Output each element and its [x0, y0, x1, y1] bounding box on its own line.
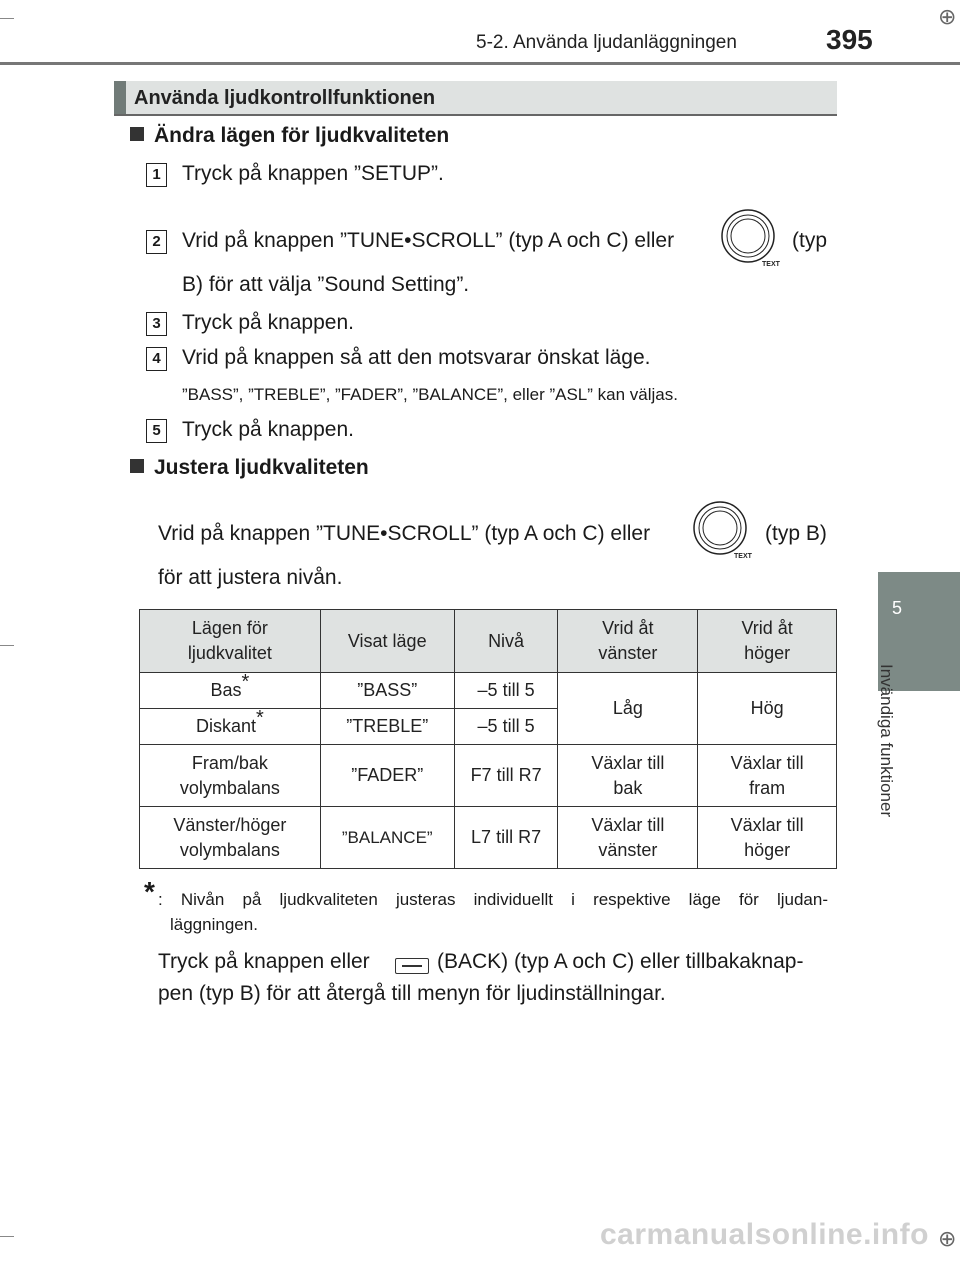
table-row	[140, 673, 837, 709]
paragraph: för att justera nivån.	[158, 566, 343, 589]
section-title: Använda ljudkontrollfunktionen	[134, 87, 436, 109]
table-cell: L7 till R7	[454, 807, 558, 869]
table-cell: –5 till 5	[454, 709, 558, 745]
back-button-icon	[395, 958, 429, 974]
paragraph: (BACK) (typ A och C) eller tillbakaknap-	[437, 950, 804, 973]
column-header: Lägen för ljudkvalitet	[140, 610, 321, 673]
table-cell: Låg	[558, 673, 698, 745]
paragraph: (typ B)	[765, 522, 827, 545]
table-cell: ”BASS”	[320, 673, 454, 709]
step-number: 2	[146, 230, 167, 254]
step-number: 1	[146, 163, 167, 187]
step-note: ”BASS”, ”TREBLE”, ”FADER”, ”BALANCE”, eller ”ASL” kan väljas.	[182, 385, 678, 404]
table-cell: ”BALANCE”	[320, 807, 454, 869]
table-cell: Växlar till bak	[558, 745, 698, 807]
table-cell: Fram/bak volymbalans	[140, 745, 321, 807]
column-header: Nivå	[454, 610, 558, 673]
table-cell: Växlar till fram	[698, 745, 837, 807]
table-cell: Bas*	[140, 673, 321, 709]
column-header: Vrid åt vänster	[558, 610, 698, 673]
paragraph: Vrid på knappen ”TUNE•SCROLL” (typ A och C) eller	[158, 522, 651, 545]
chapter-label: Invändiga funktioner	[877, 664, 896, 818]
page-number: 395	[826, 24, 873, 55]
table-cell: Växlar till höger	[698, 807, 837, 869]
paragraph: pen (typ B) för att återgå till menyn för ljudinställningar.	[158, 982, 666, 1005]
step-text: Tryck på knappen.	[182, 418, 354, 441]
table-cell: ”TREBLE”	[320, 709, 454, 745]
svg-text:TEXT: TEXT	[734, 553, 752, 560]
table-header-row	[140, 610, 837, 673]
step-number: 5	[146, 419, 167, 443]
svg-text:TEXT: TEXT	[762, 261, 780, 268]
bullet-square-icon	[130, 127, 144, 141]
step-text: B) för att välja ”Sound Setting”.	[182, 273, 470, 296]
paragraph: Tryck på knappen eller	[158, 950, 370, 973]
column-header: Vrid åt höger	[698, 610, 837, 673]
table-cell: F7 till R7	[454, 745, 558, 807]
step-number: 4	[146, 347, 167, 371]
footnote-mark: *	[144, 876, 155, 907]
table-cell: Vänster/höger volymbalans	[140, 807, 321, 869]
crop-mark-icon: ⊕	[938, 4, 957, 29]
footnote-text: : Nivån på ljudkvaliteten justeras individuellt i respektive läge för ljudan-	[158, 890, 828, 909]
crop-mark-icon	[0, 1236, 14, 1237]
sound-quality-table	[139, 609, 837, 869]
tune-knob-icon	[692, 500, 752, 560]
table-cell: Diskant*	[140, 709, 321, 745]
running-header-section: 5-2. Använda ljudanläggningen	[476, 32, 737, 53]
step-text: Vrid på knappen så att den motsvarar önskat läge.	[182, 346, 651, 369]
table-cell: Växlar till vänster	[558, 807, 698, 869]
table-cell: Hög	[698, 673, 837, 745]
bullet-square-icon	[130, 459, 144, 473]
crop-mark-icon: ⊕	[938, 1226, 957, 1251]
table-cell: –5 till 5	[454, 673, 558, 709]
tune-knob-icon	[720, 208, 780, 268]
section-title-bar	[114, 81, 837, 116]
subheading-change-modes: Ändra lägen för ljudkvaliteten	[130, 124, 449, 148]
watermark: carmanualsonline.info	[600, 1218, 929, 1251]
subheading-adjust-quality: Justera ljudkvaliteten	[130, 456, 369, 480]
column-header: Visat läge	[320, 610, 454, 673]
step-text: (typ	[792, 229, 828, 252]
table-row	[140, 807, 837, 869]
chapter-number: 5	[891, 598, 902, 618]
step-text: Tryck på knappen.	[182, 311, 354, 334]
step-number: 3	[146, 312, 167, 336]
step-text: Tryck på knappen ”SETUP”.	[182, 162, 444, 185]
table-row	[140, 745, 837, 807]
step-text: Vrid på knappen ”TUNE•SCROLL” (typ A och C) eller	[182, 229, 675, 252]
header-rule	[0, 62, 960, 65]
table-cell: ”FADER”	[320, 745, 454, 807]
crop-mark-icon	[0, 645, 14, 646]
footnote-text: läggningen.	[170, 915, 258, 934]
crop-mark-icon	[0, 18, 14, 19]
